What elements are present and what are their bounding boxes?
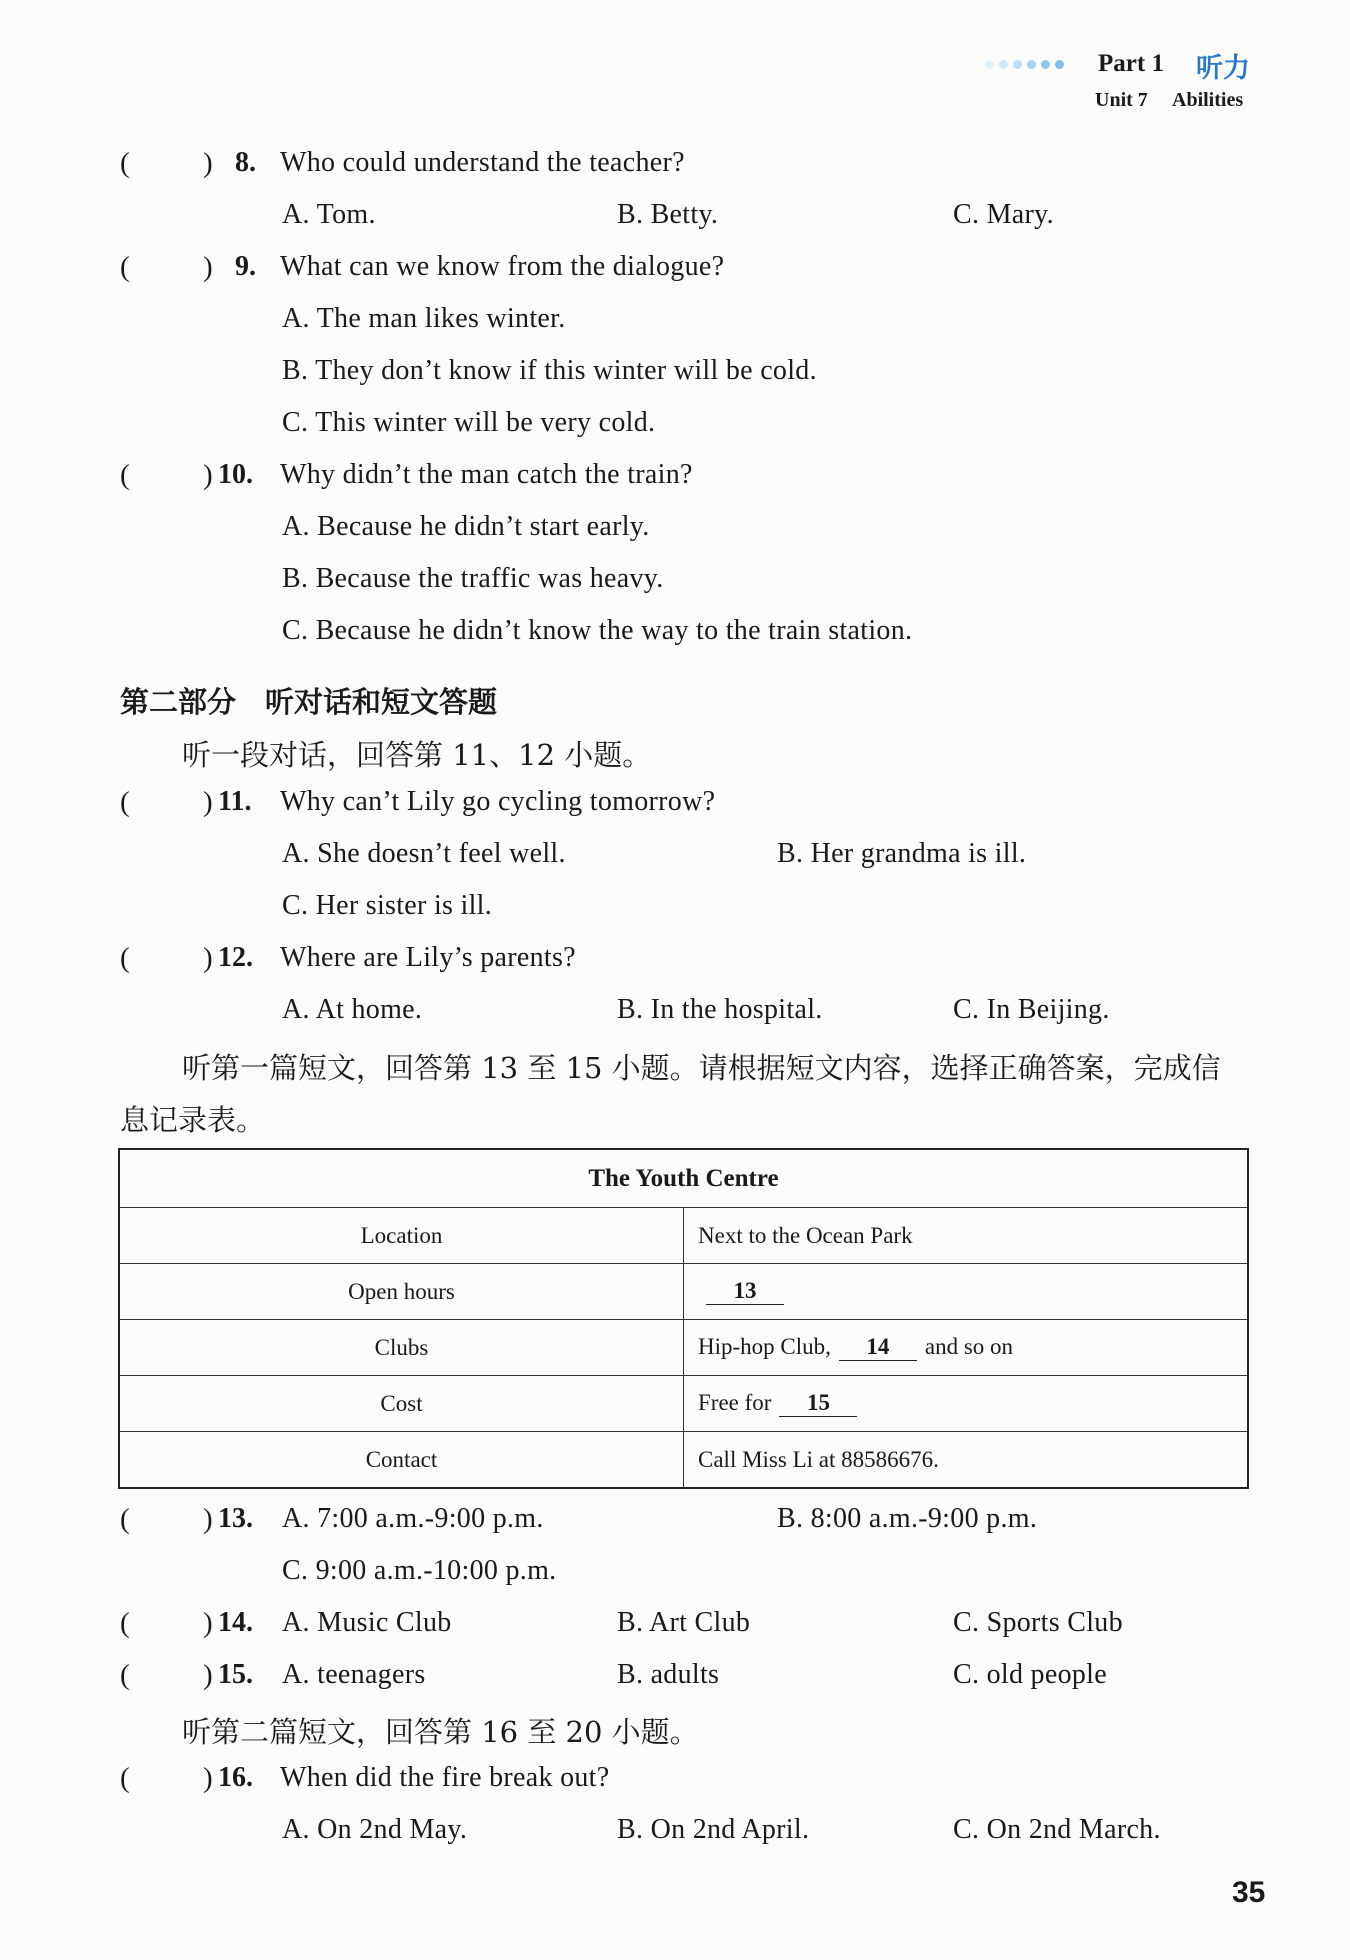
question-text: Where are Lily’s parents? bbox=[280, 942, 576, 973]
instruction: 听一段对话，回答第 11、12 小题。 bbox=[182, 738, 652, 772]
answer-paren-close: ) bbox=[203, 786, 213, 818]
table-label: Contact bbox=[119, 1432, 684, 1489]
instruction: 听第二篇短文，回答第 16 至 20 小题。 bbox=[182, 1715, 699, 1749]
table-text: Free for bbox=[698, 1390, 772, 1415]
table-value: Call Miss Li at 88586676. bbox=[684, 1432, 1249, 1489]
option-a: A. Music Club bbox=[282, 1607, 452, 1638]
option-c: C. In Beijing. bbox=[953, 994, 1110, 1025]
header-dot bbox=[1055, 60, 1064, 69]
option-a: A. 7:00 a.m.-9:00 p.m. bbox=[282, 1503, 544, 1534]
answer-blank[interactable]: 14 bbox=[839, 1334, 917, 1361]
table-text: Hip-hop Club, bbox=[698, 1334, 831, 1359]
table-label: Clubs bbox=[119, 1320, 684, 1376]
answer-paren-open[interactable]: ( bbox=[120, 459, 130, 491]
option-b: B. On 2nd April. bbox=[617, 1814, 810, 1845]
option-c: C. Because he didn’t know the way to the train station. bbox=[282, 615, 913, 646]
option-a: A. teenagers bbox=[282, 1659, 426, 1690]
option-c: C. On 2nd March. bbox=[953, 1814, 1161, 1845]
info-record-table bbox=[118, 1148, 1249, 1489]
table-label: Open hours bbox=[119, 1264, 684, 1320]
option-b: B. In the hospital. bbox=[617, 994, 823, 1025]
table-row bbox=[119, 1376, 1248, 1432]
page-number: 35 bbox=[1232, 1876, 1266, 1909]
question-text: When did the fire break out? bbox=[280, 1762, 610, 1793]
option-c: C. Sports Club bbox=[953, 1607, 1123, 1638]
table-value bbox=[684, 1320, 1249, 1376]
table-row bbox=[119, 1208, 1248, 1264]
answer-paren-open[interactable]: ( bbox=[120, 1762, 130, 1794]
question-number: 16. bbox=[218, 1762, 253, 1793]
header-dot bbox=[985, 60, 994, 69]
question-number: 10. bbox=[218, 459, 253, 490]
answer-paren-close: ) bbox=[203, 251, 213, 283]
answer-blank[interactable]: 15 bbox=[779, 1390, 857, 1417]
table-value: Next to the Ocean Park bbox=[684, 1208, 1249, 1264]
table-label: Cost bbox=[119, 1376, 684, 1432]
option-a: A. On 2nd May. bbox=[282, 1814, 468, 1845]
option-c: C. Mary. bbox=[953, 199, 1054, 230]
header-unit-title: Abilities bbox=[1172, 89, 1244, 111]
table-row bbox=[119, 1432, 1248, 1489]
table-value bbox=[684, 1264, 1249, 1320]
question-text: What can we know from the dialogue? bbox=[280, 251, 725, 282]
question-number: 14. bbox=[218, 1607, 253, 1638]
answer-paren-close: ) bbox=[203, 1762, 213, 1794]
question-number: 13. bbox=[218, 1503, 253, 1534]
table-text: and so on bbox=[924, 1334, 1014, 1359]
option-b: B. adults bbox=[617, 1659, 720, 1690]
table-value bbox=[684, 1376, 1249, 1432]
header-unit: Unit 7 bbox=[1095, 89, 1148, 111]
answer-paren-open[interactable]: ( bbox=[120, 1607, 130, 1639]
option-c: C. 9:00 a.m.-10:00 p.m. bbox=[282, 1555, 557, 1586]
header-dot bbox=[1041, 60, 1050, 69]
answer-blank[interactable]: 13 bbox=[706, 1278, 784, 1305]
question-text: Why can’t Lily go cycling tomorrow? bbox=[280, 786, 716, 817]
option-a: A. At home. bbox=[282, 994, 423, 1025]
option-b: B. They don’t know if this winter will be cold. bbox=[282, 355, 817, 386]
answer-paren-close: ) bbox=[203, 942, 213, 974]
option-b: B. Because the traffic was heavy. bbox=[282, 563, 664, 594]
option-b: B. Her grandma is ill. bbox=[777, 838, 1027, 869]
header-part-cn: 听力 bbox=[1196, 53, 1250, 84]
question-number: 9. bbox=[235, 251, 256, 282]
question-text: Why didn’t the man catch the train? bbox=[280, 459, 693, 490]
option-a: A. Tom. bbox=[282, 199, 376, 230]
answer-paren-open[interactable]: ( bbox=[120, 147, 130, 179]
table-row bbox=[119, 1320, 1248, 1376]
answer-paren-close: ) bbox=[203, 1607, 213, 1639]
answer-paren-open[interactable]: ( bbox=[120, 1659, 130, 1691]
answer-paren-close: ) bbox=[203, 1503, 213, 1535]
header-dot bbox=[1027, 60, 1036, 69]
question-number: 15. bbox=[218, 1659, 253, 1690]
answer-paren-open[interactable]: ( bbox=[120, 1503, 130, 1535]
option-a: A. Because he didn’t start early. bbox=[282, 511, 650, 542]
option-b: B. Art Club bbox=[617, 1607, 751, 1638]
header-dot bbox=[1013, 60, 1022, 69]
option-c: C. Her sister is ill. bbox=[282, 890, 493, 921]
answer-paren-close: ) bbox=[203, 147, 213, 179]
instruction: 息记录表。 bbox=[120, 1103, 266, 1137]
option-c: C. This winter will be very cold. bbox=[282, 407, 656, 438]
question-number: 8. bbox=[235, 147, 256, 178]
answer-paren-open[interactable]: ( bbox=[120, 942, 130, 974]
table-title: The Youth Centre bbox=[119, 1149, 1248, 1208]
question-number: 11. bbox=[218, 786, 252, 817]
header-dot bbox=[999, 60, 1008, 69]
section-title: 第二部分 听对话和短文答题 bbox=[120, 685, 498, 719]
header-dots bbox=[985, 60, 1064, 69]
table-row bbox=[119, 1264, 1248, 1320]
option-b: B. 8:00 a.m.-9:00 p.m. bbox=[777, 1503, 1038, 1534]
option-b: B. Betty. bbox=[617, 199, 719, 230]
answer-paren-close: ) bbox=[203, 1659, 213, 1691]
answer-paren-open[interactable]: ( bbox=[120, 786, 130, 818]
question-text: Who could understand the teacher? bbox=[280, 147, 685, 178]
option-a: A. She doesn’t feel well. bbox=[282, 838, 566, 869]
answer-paren-close: ) bbox=[203, 459, 213, 491]
option-c: C. old people bbox=[953, 1659, 1107, 1690]
option-a: A. The man likes winter. bbox=[282, 303, 566, 334]
question-number: 12. bbox=[218, 942, 253, 973]
answer-paren-open[interactable]: ( bbox=[120, 251, 130, 283]
instruction: 听第一篇短文，回答第 13 至 15 小题。请根据短文内容，选择正确答案，完成信 bbox=[182, 1051, 1221, 1085]
header-part: Part 1 bbox=[1098, 50, 1164, 77]
table-label: Location bbox=[119, 1208, 684, 1264]
